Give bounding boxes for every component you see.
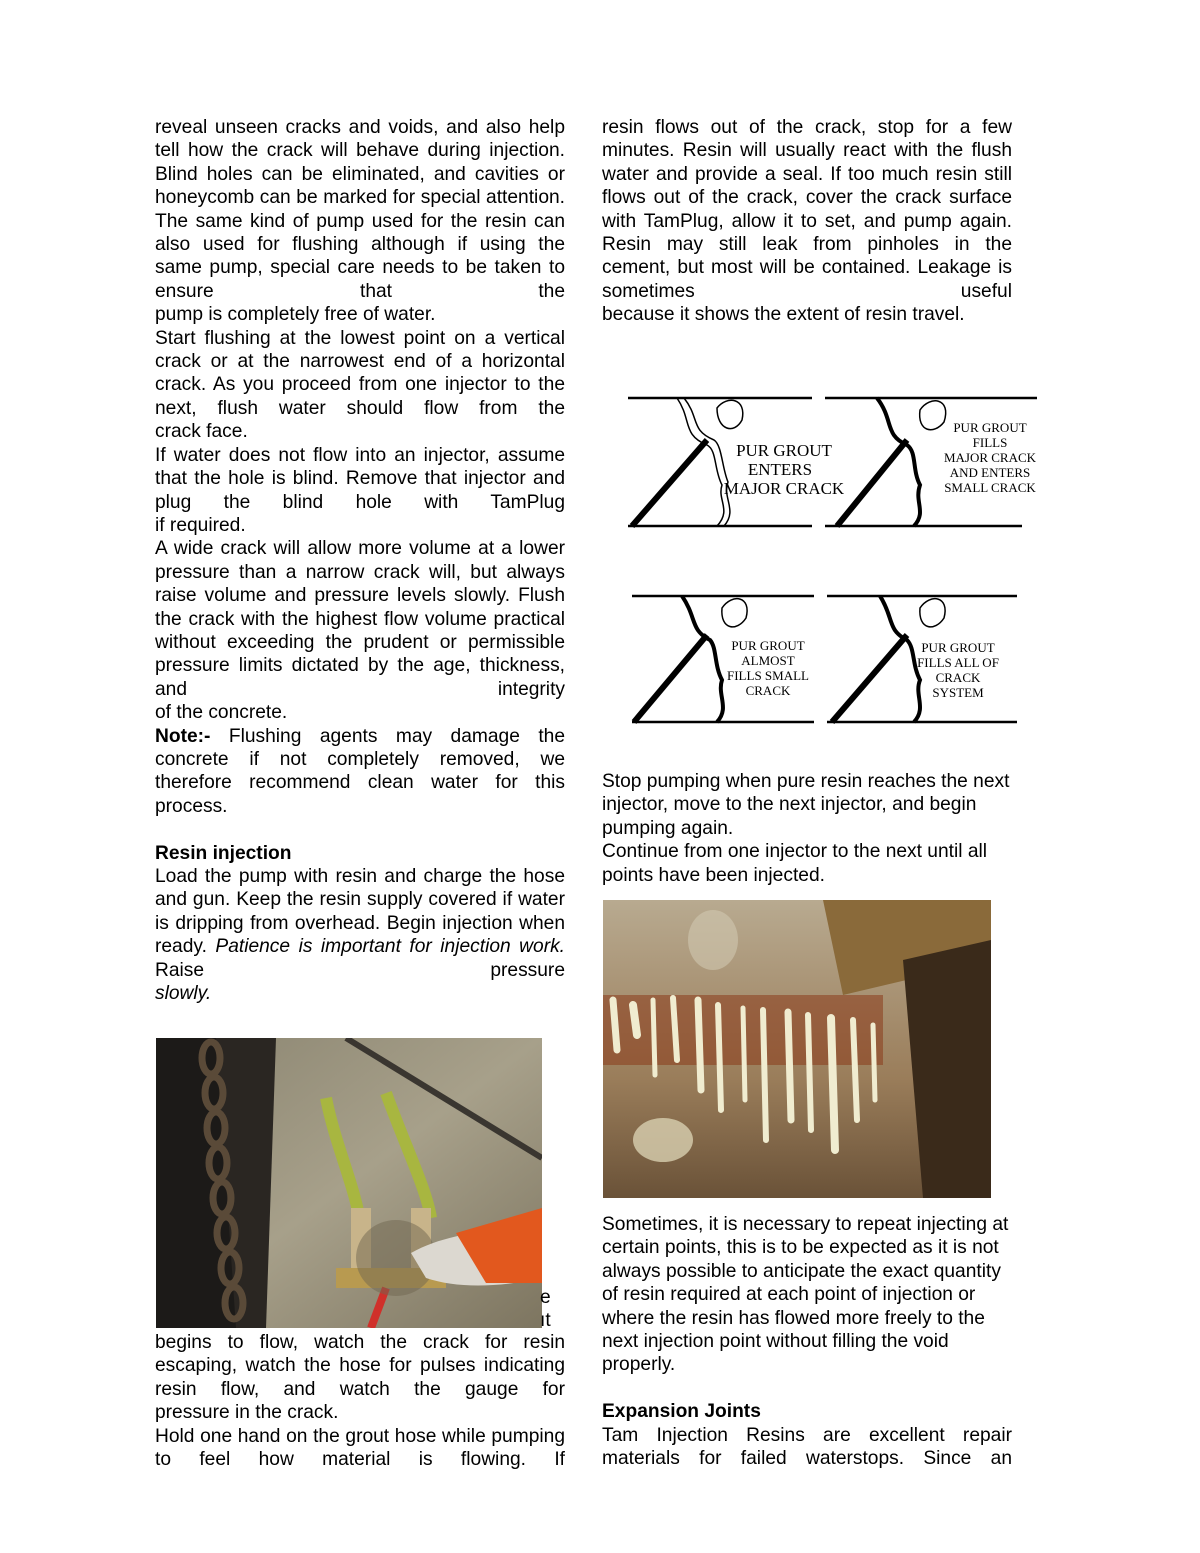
panel1-line3: MAJOR CRACK: [723, 479, 845, 498]
left-column: [155, 116, 565, 1005]
panel1-line1: PUR GROUT: [736, 441, 832, 460]
load-pump-text: Load the pump with resin and charge the hose and gun. Keep the resin supply covered if water is dripping from overhead. Begin injection when ready.: [155, 865, 565, 958]
paragraph-start-flushing: Start flushing at the lowest point on a vertical crack or at the narrowest end of a horizontal crack. As you proceed from one injector to the next, flush water should flow from the: [155, 327, 565, 419]
panel2-line2: FILLS: [972, 435, 1008, 450]
panel3-line1: PUR GROUT: [731, 638, 805, 653]
paragraph-note-end: process.: [155, 795, 228, 817]
panel-almost-fills-small-crack: [632, 596, 814, 722]
crack-fill-diagram: [622, 390, 1052, 730]
paragraph-resin-flows-end: because it shows the extent of resin travel.: [602, 304, 965, 326]
left-column-lower: [155, 1331, 565, 1471]
paragraph-expansion-joints: Tam Injection Resins are excellent repair materials for failed waterstops. Since an: [602, 1424, 1012, 1470]
paragraph-load-pump: [155, 865, 565, 982]
paragraph-resin-flows: resin flows out of the crack, stop for a few minutes. Resin will usually react with the flush water and provide a seal. If too much resin still flows out of the crack, cover the crack surface with TamPlug, allow it to set, and pump again. Resin may still leak from pinholes in the cement, but most will be contained. Leakage is sometimes useful: [602, 117, 1012, 302]
paragraph-flushing-intro: reveal unseen cracks and voids, and also help tell how the crack will behave during injection. Blind holes can be eliminated, and cavities or honeycomb can be marked for special attention. The same kind of pump used for the resin can also used for flushing although if using the same pump, special care needs to be taken to ensure that the: [155, 117, 565, 302]
paragraph-repeat-injecting: Sometimes, it is necessary to repeat injecting at certain points, this is to be expected as it is not always possible to anticipate the exact quantity of resin required at each point of injection or where the resin has flowed more freely to the next injection point without filling the void properly.: [602, 1214, 1009, 1376]
photo-resin-wall: [603, 900, 991, 1198]
paragraph-stop-pumping: Stop pumping when pure resin reaches the next injector, move to the next injector, and begin pumping again.: [602, 771, 1010, 839]
panel-fills-all-crack-system: [827, 596, 1017, 722]
panel2-line3: MAJOR CRACK: [943, 450, 1037, 465]
right-column-lower: [602, 1213, 1012, 1470]
heading-resin-injection: Resin injection: [155, 842, 292, 864]
note-text: Flushing agents may damage the concrete if not completely removed, we therefore recommend clean water for this: [155, 725, 565, 794]
heading-expansion-joints: Expansion Joints: [602, 1401, 761, 1423]
panel-fills-major-crack: [825, 398, 1037, 526]
paragraph-blind-hole-end: if required.: [155, 514, 246, 536]
panel2-line4: AND ENTERS: [949, 465, 1031, 480]
patience-italic: Patience is important for injection work.: [215, 936, 566, 958]
raise-pressure-text: Raise pressure: [155, 959, 565, 981]
panel3-line3: FILLS SMALL: [727, 668, 809, 683]
right-column-middle: [602, 770, 1012, 887]
panel2-line1: PUR GROUT: [953, 420, 1027, 435]
panel1-line2: ENTERS: [747, 460, 813, 479]
panel4-line4: SYSTEM: [932, 685, 984, 700]
photo-injection-hoses: [156, 1038, 542, 1328]
paragraph-note: [155, 725, 565, 795]
panel2-line5: SMALL CRACK: [944, 480, 1036, 495]
panel4-line3: CRACK: [935, 670, 981, 685]
panel3-line4: CRACK: [745, 683, 791, 698]
right-column: [602, 116, 1012, 327]
panel-enters-major-crack: [628, 398, 845, 526]
paragraph-wide-crack-end: of the concrete.: [155, 702, 288, 724]
panel4-line2: FILLS ALL OF: [917, 655, 999, 670]
paragraph-watch-crack: begins to flow, watch the crack for resin escaping, watch the hose for pulses indicating resin flow, and watch the gauge for: [155, 1332, 565, 1400]
cut-off-text: e ıt: [540, 1287, 551, 1332]
panel3-line2: ALMOST: [741, 653, 795, 668]
paragraph-wide-crack: A wide crack will allow more volume at a lower pressure than a narrow crack will, but always raise volume and pressure levels slowly. Flush the crack with the highest flow volume practical without exceeding the prudent or permissible pressure limits dictated by the age, thickness, and integrity: [155, 538, 565, 700]
paragraph-flushing-intro-end: pump is completely free of water.: [155, 304, 436, 326]
panel4-line1: PUR GROUT: [921, 640, 995, 655]
paragraph-continue-injector: Continue from one injector to the next until all points have been injected.: [602, 841, 988, 886]
paragraph-blind-hole: If water does not flow into an injector, assume that the hole is blind. Remove that injector and plug the blind hole with TamPlug: [155, 444, 565, 513]
paragraph-watch-crack-end: pressure in the crack.: [155, 1402, 339, 1424]
paragraph-load-pump-end: [155, 982, 565, 1005]
paragraph-start-flushing-end: crack face.: [155, 421, 248, 443]
paragraph-hold-hose: Hold one hand on the grout hose while pumping to feel how material is flowing. If: [155, 1425, 565, 1471]
slowly-italic: slowly.: [155, 983, 212, 1005]
note-label: Note:-: [155, 725, 211, 747]
